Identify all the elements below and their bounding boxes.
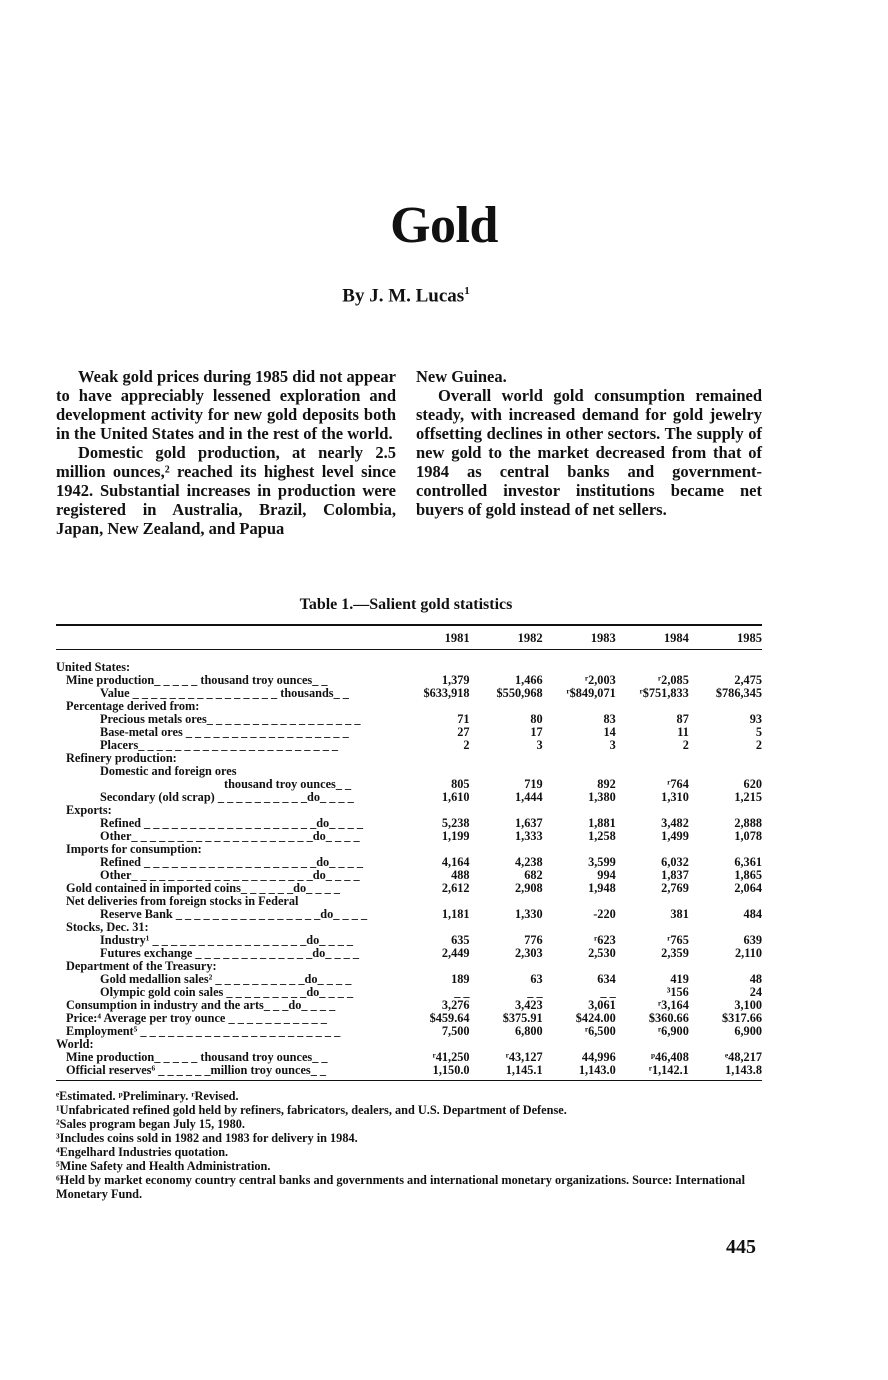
body-column-right — [416, 367, 762, 519]
row-label: Employment⁵ _ _ _ _ _ _ _ _ _ _ _ _ _ _ _ _ _ _ _ _ _ _ — [66, 1024, 341, 1038]
value-cell — [470, 752, 543, 765]
row-label: Refined _ _ _ _ _ _ _ _ _ _ _ _ _ _ _ _ _ _ _do_ _ _ _ — [100, 816, 364, 830]
value-cell: ʳ6,500 — [584, 1024, 616, 1038]
table-row — [56, 765, 762, 778]
row-label: Department of the Treasury: — [66, 959, 217, 973]
value-cell: 892 — [597, 777, 616, 791]
value-cell: 994 — [597, 868, 616, 882]
value-cell: 1,610 — [441, 790, 470, 804]
author-footnote-marker: 1 — [464, 285, 470, 297]
value-cell: 2,530 — [588, 946, 616, 960]
value-cell: ³156 — [666, 985, 689, 999]
value-cell: 4,164 — [441, 855, 470, 869]
value-cell: 1,143.8 — [689, 1064, 762, 1081]
value-cell: 1,466 — [514, 673, 543, 687]
document-title: Gold — [390, 197, 498, 254]
value-cell: 6,900 — [734, 1024, 762, 1038]
value-cell: 1,444 — [514, 790, 543, 804]
value-cell: ʳ623 — [594, 933, 616, 947]
row-label: Reserve Bank _ _ _ _ _ _ _ _ _ _ _ _ _ _ _ _do_ _ _ _ — [100, 907, 368, 921]
value-cell: 44,996 — [581, 1050, 616, 1064]
row-label: Value _ _ _ _ _ _ _ _ _ _ _ _ _ _ _ _ thousands_ _ — [100, 686, 349, 700]
row-label: Placers_ _ _ _ _ _ _ _ _ _ _ _ _ _ _ _ _ _ _ _ _ _ — [100, 738, 339, 752]
value-cell: 5 — [755, 725, 762, 739]
body-column-left — [56, 367, 396, 538]
footnotes — [56, 1089, 762, 1201]
value-cell: $424.00 — [575, 1011, 616, 1025]
row-label: Price:⁴ Average per troy ounce _ _ _ _ _ _ _ _ _ _ _ — [66, 1011, 327, 1025]
value-cell: 1,380 — [588, 790, 616, 804]
value-cell: 3,061 — [588, 998, 616, 1012]
footnote: ⁴Engelhard Industries quotation. — [56, 1145, 229, 1159]
value-cell: 11 — [677, 725, 689, 739]
paragraph: New Guinea. — [416, 367, 507, 386]
value-cell: 719 — [524, 777, 543, 791]
value-cell: $633,918 — [423, 686, 470, 700]
row-label: Stocks, Dec. 31: — [66, 920, 149, 934]
table-spacer-row — [56, 650, 762, 662]
value-cell: 2 — [463, 738, 470, 752]
row-label: Base-metal ores _ _ _ _ _ _ _ _ _ _ _ _ _ _ _ _ _ _ — [100, 725, 349, 739]
author-name: By J. M. Lucas — [342, 285, 465, 307]
value-cell: 1,258 — [588, 829, 616, 843]
header-year: 1982 — [470, 625, 543, 650]
value-cell: 7,500 — [441, 1024, 470, 1038]
value-cell: 1,330 — [514, 907, 543, 921]
header-year: 1981 — [396, 625, 469, 650]
row-label: Consumption in industry and the arts_ _ _do_ _ _ _ — [66, 998, 336, 1012]
row-label: Percentage derived from: — [66, 699, 200, 713]
value-cell: ʳ$751,833 — [639, 686, 689, 700]
value-cell: 83 — [603, 712, 616, 726]
row-label: World: — [56, 1037, 94, 1051]
value-cell: 48 — [749, 972, 762, 986]
value-cell: 3 — [536, 738, 543, 752]
row-label: Gold contained in imported coins_ _ _ _ _ _do_ _ _ _ — [66, 881, 340, 895]
value-cell: 71 — [457, 712, 470, 726]
value-cell: 5,238 — [441, 816, 470, 830]
value-cell: $459.64 — [429, 1011, 470, 1025]
value-cell: 1,215 — [734, 790, 762, 804]
value-cell: 6,032 — [661, 855, 689, 869]
value-cell: 1,333 — [514, 829, 543, 843]
row-label: Gold medallion sales² _ _ _ _ _ _ _ _ _ _do_ _ _ _ — [100, 972, 352, 986]
value-cell: 2,359 — [661, 946, 689, 960]
value-cell: 27 — [457, 725, 470, 739]
table-body — [56, 650, 762, 1081]
value-cell: 1,181 — [441, 907, 470, 921]
header-year: 1984 — [616, 625, 689, 650]
value-cell: $317.66 — [722, 1011, 762, 1025]
value-cell: 6,361 — [734, 855, 762, 869]
table-row — [56, 908, 762, 921]
value-cell: 682 — [524, 868, 543, 882]
value-cell: 2,303 — [514, 946, 543, 960]
value-cell: 1,948 — [588, 881, 616, 895]
value-cell: 3,100 — [734, 998, 762, 1012]
value-cell: 419 — [670, 972, 689, 986]
header-year: 1985 — [689, 625, 762, 650]
row-label: Industry¹ _ _ _ _ _ _ _ _ _ _ _ _ _ _ _ _ _do_ _ _ _ — [100, 933, 354, 947]
value-cell: 1,499 — [661, 829, 689, 843]
value-cell: 488 — [451, 868, 470, 882]
value-cell: -220 — [593, 907, 616, 921]
value-cell: 2,612 — [441, 881, 470, 895]
value-cell: 776 — [524, 933, 543, 947]
table-header-row — [56, 625, 762, 650]
footnote: ᵉEstimated. ᵖPreliminary. ʳRevised. — [56, 1089, 239, 1103]
value-cell: 2 — [755, 738, 762, 752]
value-cell: 3,482 — [661, 816, 689, 830]
value-cell: _ _ — [527, 985, 543, 999]
row-label: Refined _ _ _ _ _ _ _ _ _ _ _ _ _ _ _ _ _ _ _do_ _ _ _ — [100, 855, 364, 869]
value-cell: 484 — [743, 907, 762, 921]
author-byline — [0, 285, 812, 307]
table-row — [56, 1025, 762, 1038]
page-number: 445 — [726, 1236, 756, 1258]
value-cell — [543, 752, 616, 765]
value-cell: _ _ — [600, 985, 616, 999]
value-cell: 3,276 — [441, 998, 470, 1012]
value-cell: $786,345 — [715, 686, 762, 700]
table-title: Table 1.—Salient gold statistics — [299, 596, 513, 613]
row-label: Domestic and foreign ores — [100, 764, 237, 778]
value-cell: 2,769 — [661, 881, 689, 895]
value-cell: 2 — [682, 738, 689, 752]
row-label: United States: — [56, 660, 131, 674]
value-cell: 1,143.0 — [543, 1064, 616, 1081]
value-cell: 6,800 — [514, 1024, 543, 1038]
row-label: Official reserves⁶ _ _ _ _ _ _million troy ounces_ _ — [56, 1064, 396, 1081]
value-cell: $360.66 — [648, 1011, 689, 1025]
value-cell: 2,475 — [734, 673, 762, 687]
value-cell: ᵖ46,408 — [651, 1050, 689, 1064]
value-cell: 63 — [530, 972, 543, 986]
value-cell: ʳ$849,071 — [566, 686, 616, 700]
row-label: Net deliveries from foreign stocks in Federal — [66, 894, 299, 908]
value-cell: 1,078 — [734, 829, 762, 843]
salient-statistics-table — [56, 624, 762, 1081]
value-cell: 3 — [609, 738, 616, 752]
value-cell: 87 — [676, 712, 689, 726]
value-cell: 14 — [603, 725, 616, 739]
value-cell: 80 — [530, 712, 543, 726]
paragraph: Domestic gold production, at nearly 2.5 million ounces,² reached its highest level since 1942. Substantial increases in production were registered in Australia, Brazil, Colombia, Japan, New Zealand, and Papua — [56, 443, 396, 538]
value-cell: 1,145.1 — [470, 1064, 543, 1081]
value-cell: 3,599 — [588, 855, 616, 869]
row-label: Olympic gold coin sales _ _ _ _ _ _ _ _ _do_ _ _ _ — [100, 985, 354, 999]
value-cell: 17 — [530, 725, 543, 739]
value-cell: ʳ6,900 — [658, 1024, 689, 1038]
value-cell: 381 — [670, 907, 689, 921]
value-cell: 620 — [743, 777, 762, 791]
value-cell: 3,423 — [514, 998, 543, 1012]
value-cell: ʳ43,127 — [505, 1050, 543, 1064]
value-cell — [396, 752, 469, 765]
value-cell: 189 — [451, 972, 470, 986]
value-cell: 24 — [749, 985, 762, 999]
table-row — [56, 1064, 762, 1081]
value-cell: ʳ764 — [667, 777, 689, 791]
value-cell: 639 — [743, 933, 762, 947]
row-label: Other_ _ _ _ _ _ _ _ _ _ _ _ _ _ _ _ _ _ _ _do_ _ _ _ — [100, 829, 360, 843]
value-cell: 4,238 — [514, 855, 543, 869]
value-cell: 1,881 — [588, 816, 616, 830]
value-cell: 1,865 — [734, 868, 762, 882]
row-label: thousand troy ounces_ _ — [224, 777, 352, 791]
value-cell: ʳ41,250 — [432, 1050, 470, 1064]
value-cell: 1,379 — [441, 673, 470, 687]
value-cell: 1,199 — [441, 829, 470, 843]
header-year: 1983 — [543, 625, 616, 650]
value-cell: 2,110 — [735, 946, 762, 960]
value-cell: ʳ3,164 — [658, 998, 689, 1012]
value-cell: ʳ1,142.1 — [616, 1064, 689, 1081]
paragraph: Weak gold prices during 1985 did not appear to have appreciably lessened exploration and development activity for new gold deposits both in the United States and in the rest of the world. — [56, 367, 396, 443]
value-cell: 2,888 — [734, 816, 762, 830]
row-label: Mine production_ _ _ _ _ thousand troy ounces_ _ — [66, 673, 328, 687]
value-cell: ʳ2,003 — [584, 673, 616, 687]
value-cell: _ _ — [454, 985, 470, 999]
table-row — [56, 791, 762, 804]
row-label: Mine production_ _ _ _ _ thousand troy ounces_ _ — [66, 1050, 328, 1064]
footnote: ⁶Held by market economy country central banks and governments and international monetary organizations. Source: International Monetary Fund. — [56, 1173, 745, 1201]
row-label: Refinery production: — [66, 751, 177, 765]
value-cell: 2,908 — [514, 881, 543, 895]
footnote: ⁵Mine Safety and Health Administration. — [56, 1159, 271, 1173]
value-cell: 635 — [451, 933, 470, 947]
value-cell: $375.91 — [502, 1011, 543, 1025]
value-cell — [689, 752, 762, 765]
paragraph: Overall world gold consumption remained steady, with increased demand for gold jewelry offsetting declines in other sectors. The supply of new gold to the market decreased from that of 1984 as central banks and government-controlled investor institutions became net buyers of gold instead of net sellers. — [416, 386, 762, 519]
value-cell: ʳ765 — [667, 933, 689, 947]
value-cell: 634 — [597, 972, 616, 986]
value-cell: 1,310 — [661, 790, 689, 804]
value-cell: 805 — [451, 777, 470, 791]
spacer-cell — [56, 650, 762, 662]
value-cell: 2,449 — [441, 946, 470, 960]
value-cell: 2,064 — [734, 881, 762, 895]
row-label: Other_ _ _ _ _ _ _ _ _ _ _ _ _ _ _ _ _ _ _ _do_ _ _ _ — [100, 868, 360, 882]
footnote: ³Includes coins sold in 1982 and 1983 for delivery in 1984. — [56, 1131, 358, 1145]
row-label: Exports: — [66, 803, 112, 817]
footnote: ²Sales program began July 15, 1980. — [56, 1117, 245, 1131]
value-cell: 1,637 — [514, 816, 543, 830]
value-cell: 1,837 — [661, 868, 689, 882]
header-label-cell — [56, 625, 396, 650]
row-label: Precious metals ores_ _ _ _ _ _ _ _ _ _ _ _ _ _ _ _ _ — [100, 712, 361, 726]
value-cell: ʳ2,085 — [658, 673, 689, 687]
value-cell: $550,968 — [496, 686, 543, 700]
row-label: Imports for consumption: — [66, 842, 202, 856]
row-label: Secondary (old scrap) _ _ _ _ _ _ _ _ _ _do_ _ _ _ — [100, 790, 354, 804]
value-cell — [616, 752, 689, 765]
value-cell: ᵉ48,217 — [725, 1050, 762, 1064]
footnote: ¹Unfabricated refined gold held by refiners, fabricators, dealers, and U.S. Department of Defense. — [56, 1103, 567, 1117]
value-cell: 1,150.0 — [396, 1064, 469, 1081]
row-label: Futures exchange _ _ _ _ _ _ _ _ _ _ _ _ _do_ _ _ _ — [100, 946, 360, 960]
value-cell: 93 — [749, 712, 762, 726]
